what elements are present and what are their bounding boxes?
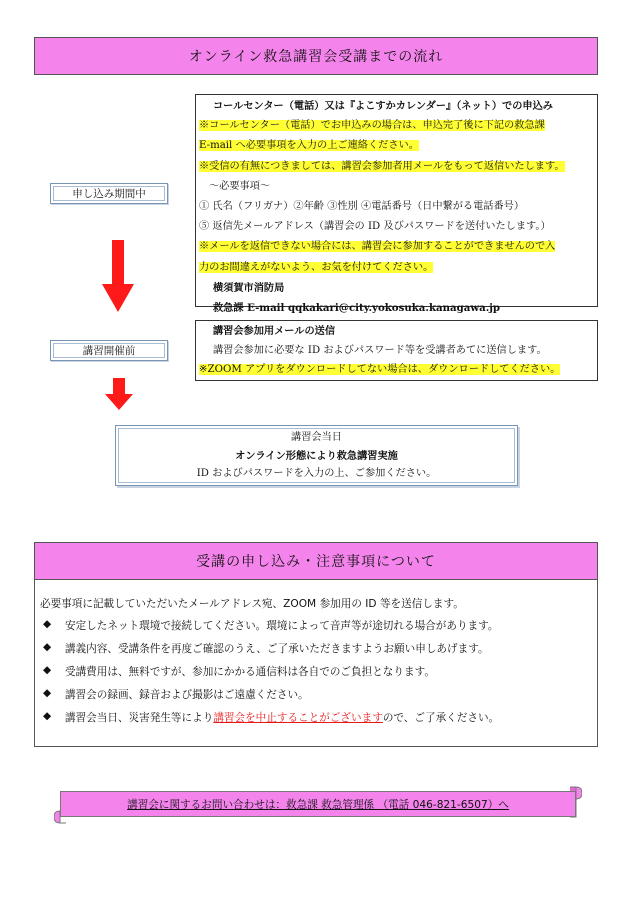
email-warning-2: 力のお間違えがないよう、お気を付けてください。 <box>199 261 434 273</box>
step-mail-heading: 講習会参加用メールの送信 <box>213 325 336 337</box>
zoom-download-note: ※ZOOM アプリをダウンロードしてない場合は、ダウンロードしてください。 <box>199 364 561 375</box>
section-title-notes <box>34 542 598 580</box>
step-application-box <box>195 94 598 315</box>
session-day-body: オンライン形態により救急講習実施 <box>235 450 398 462</box>
fire-department-name: 横須賀市消防局 <box>213 281 285 294</box>
required-items-line-1: ① 氏名（フリガナ）②年齢 ③性別 ④電話番号（日中繋がる電話番号） <box>199 201 525 213</box>
call-center-note-1: ※コールセンター（電話）でお申込みの場合は、申込完了後に下記の救急課 <box>199 120 545 132</box>
session-day-heading: 講習会当日 <box>291 432 342 443</box>
down-arrow-icon <box>105 378 133 410</box>
page-title <box>34 37 598 75</box>
section-title-notes-text: 受講の申し込み・注意事項について <box>196 554 436 570</box>
diamond-bullet-icon: ◆ <box>43 710 52 722</box>
contact-text: 講習会に関するお問い合わせは：救急課 救急管理係 （電話 046-821-6507）へ <box>127 798 509 811</box>
label-application-period <box>50 183 168 204</box>
contact-email: 救急課 E-mail qqkakari@city.yokosuka.kanagawa.jp <box>213 302 501 315</box>
reply-note: ※受信の有無につきましては、講習会参加者用メールをもって返信いたします。 <box>199 160 565 172</box>
note-text: 講習会当日、災害発生等により <box>65 712 214 724</box>
step-application-heading: コールセンター（電話）又は『よこすかカレンダー』（ネット）での申込み <box>213 100 553 112</box>
required-items-line-2: ⑤ 返信先メールアドレス（講習会の ID 及びパスワードを送付いたします。） <box>199 221 551 233</box>
note-text: 講習会の録画、録音および撮影はご遠慮ください。 <box>65 689 309 701</box>
contact-banner <box>54 785 582 825</box>
diamond-bullet-icon: ◆ <box>43 664 52 676</box>
note-text: 講義内容、受講条件を再度ご確認のうえ、ご了承いただきますようお願い申しあげます。 <box>65 643 489 655</box>
required-items-heading: 〜必要事項〜 <box>209 180 271 192</box>
diamond-bullet-icon: ◆ <box>43 618 52 630</box>
cancellation-warning: 講習会を中止することがございます <box>213 712 383 724</box>
diamond-bullet-icon: ◆ <box>43 687 52 699</box>
list-item <box>40 664 597 687</box>
diamond-bullet-icon: ◆ <box>43 641 52 653</box>
down-arrow-icon <box>102 240 134 312</box>
step-mail-body: 講習会参加に必要な ID およびパスワード等を受講者あてに送信します。 <box>213 345 547 356</box>
list-item <box>40 710 597 733</box>
label-before-session <box>50 340 168 361</box>
list-item <box>40 641 597 664</box>
email-warning-1: ※メールを返信できない場合には、講習会に参加することができませんので入 <box>199 241 556 253</box>
note-text: 安定したネット環境で接続してください。環境によって音声等が途切れる場合があります。 <box>65 620 499 632</box>
note-text: 受講費用は、無料ですが、参加にかかる通信料は各自でのご負担となります。 <box>65 666 435 678</box>
page-title-text: オンライン救急講習会受講までの流れ <box>188 49 444 65</box>
list-item <box>40 618 597 641</box>
step-mail-box <box>195 320 598 381</box>
step-session-day-box <box>115 425 518 486</box>
label-before-session-text: 講習開催前 <box>82 345 136 357</box>
notes-intro: 必要事項に記載していただいたメールアドレス宛、ZOOM 参加用の ID 等を送信します。 <box>40 598 464 610</box>
call-center-note-2: E-mail へ必要事項を入力の上ご連絡ください。 <box>199 140 419 152</box>
session-day-login: ID およびパスワードを入力の上、ご参加ください。 <box>196 468 437 479</box>
note-text: ので、ご了承ください。 <box>382 712 500 724</box>
notes-box <box>34 579 598 747</box>
label-application-period-text: 申し込み期間中 <box>72 188 146 200</box>
list-item <box>40 687 597 710</box>
